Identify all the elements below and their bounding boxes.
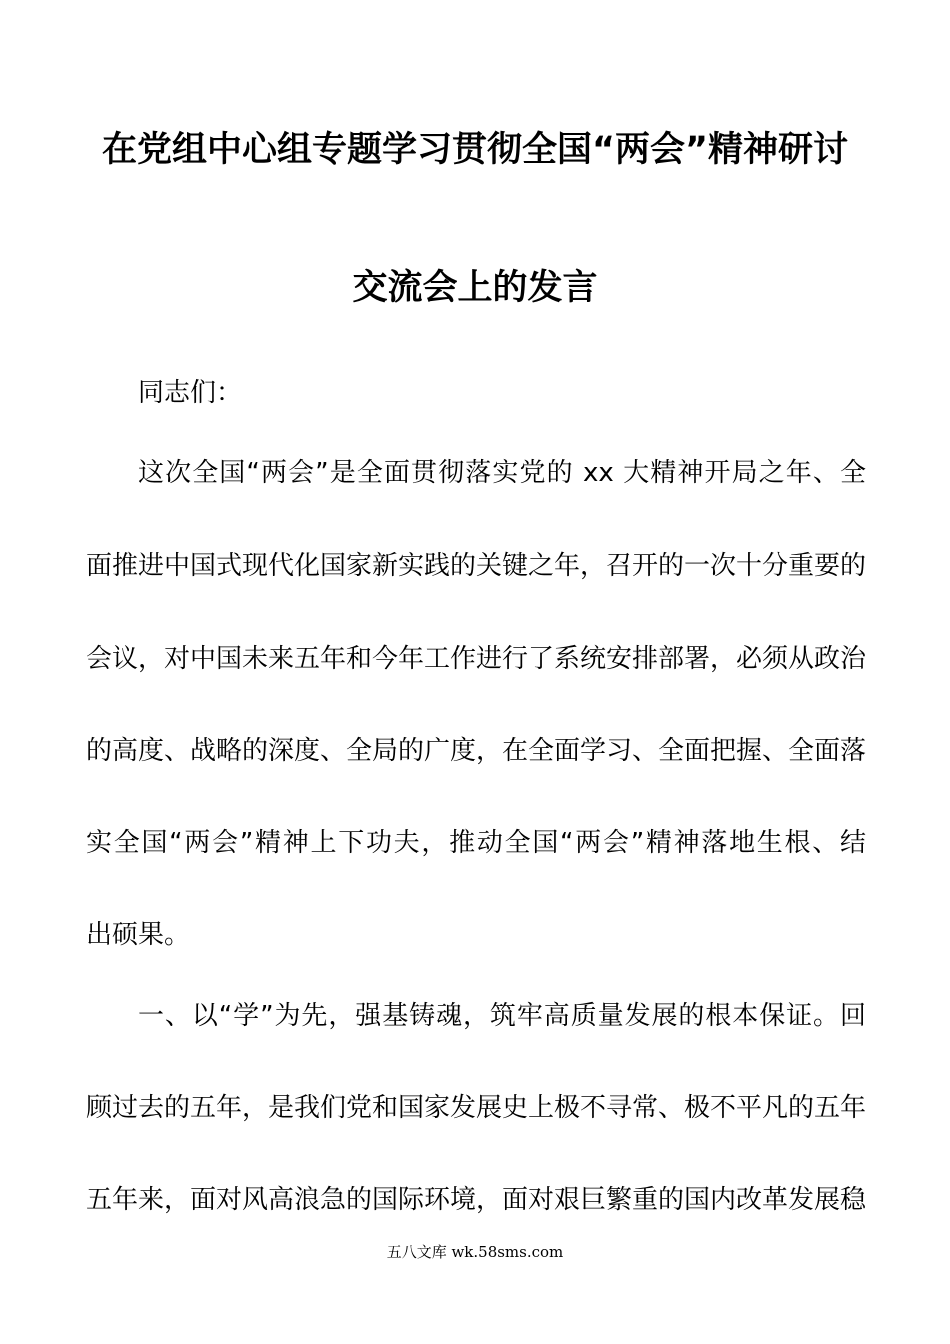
document-title-line-2: 交流会上的发言: [352, 268, 598, 308]
paragraph-line: 五年来，面对风高浪急的国际环境，面对艰巨繁重的国内改革发展稳: [86, 1185, 867, 1215]
paragraph-line: 这次全国“两会”是全面贯彻落实党的 xx 大精神开局之年、全: [138, 458, 866, 488]
paragraph-line: 实全国“两会”精神上下功夫，推动全国“两会”精神落地生根、结: [86, 828, 866, 858]
paragraph-line: 会议，对中国未来五年和今年工作进行了系统安排部署，必须从政治: [86, 644, 867, 674]
section-heading-line: 一、以“学”为先，强基铸魂，筑牢高质量发展的根本保证。回: [138, 1001, 866, 1031]
paragraph-line: 出硕果。: [86, 920, 191, 950]
salutation: 同志们：: [138, 378, 243, 408]
document-title-line-1: 在党组中心组专题学习贯彻全国“两会”精神研讨: [101, 130, 848, 170]
paragraph-line: 的高度、战略的深度、全局的广度，在全面学习、全面把握、全面落: [86, 736, 867, 766]
footer-watermark: 五八文库 wk.58sms.com: [386, 1243, 564, 1261]
paragraph-line: 顾过去的五年，是我们党和国家发展史上极不寻常、极不平凡的五年: [86, 1093, 867, 1123]
paragraph-line: 面推进中国式现代化国家新实践的关键之年，召开的一次十分重要的: [86, 551, 867, 581]
